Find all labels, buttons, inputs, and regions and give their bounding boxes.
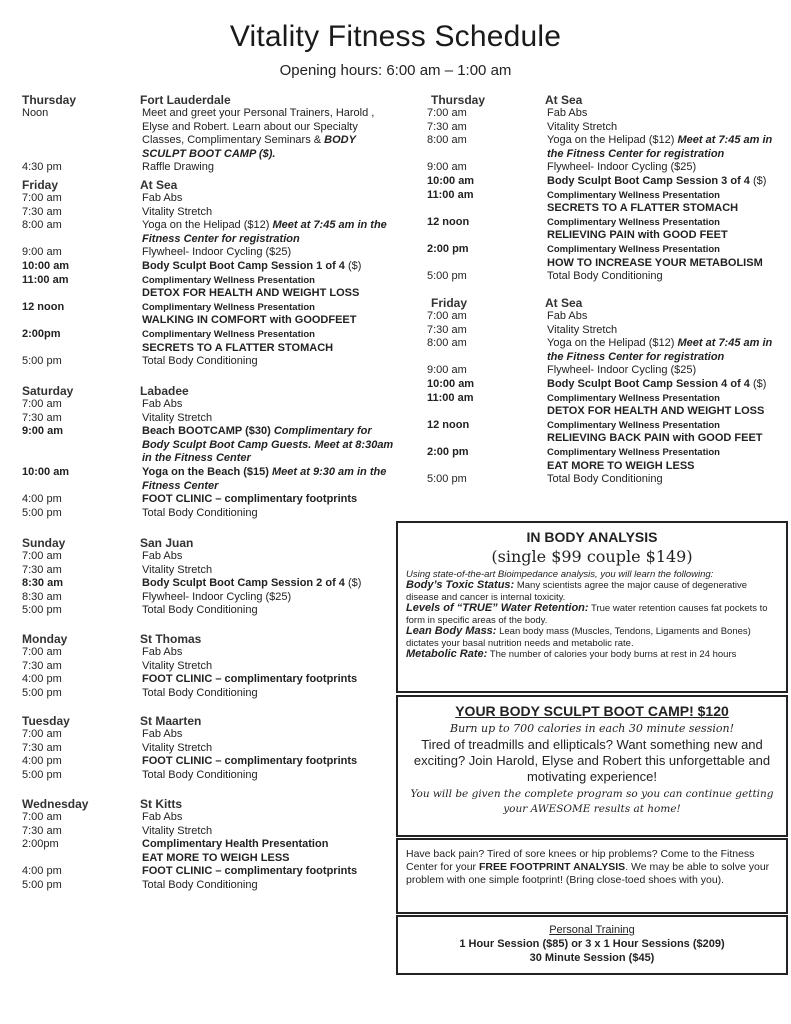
day-block: [22, 536, 402, 618]
schedule-activity: [142, 507, 402, 521]
schedule-row: [22, 879, 402, 893]
schedule-activity: [142, 865, 402, 879]
schedule-activity: [547, 243, 789, 270]
analysis-item: [406, 603, 778, 626]
presentation-title: DETOX FOR HEALTH AND WEIGHT LOSS: [547, 405, 765, 418]
schedule-time: 4:00 pm: [22, 755, 62, 768]
schedule-activity: [142, 466, 402, 493]
schedule-activity: [547, 392, 789, 419]
schedule-row: [22, 660, 402, 674]
schedule-time: 8:30 am: [22, 577, 63, 590]
schedule-row: [22, 742, 402, 756]
opening-hours: Opening hours: 6:00 am – 1:00 am: [279, 62, 512, 79]
schedule-row: [22, 865, 402, 879]
schedule-row: [22, 398, 402, 412]
activity-note: Meet at 7:45 am in the Fitness Center for registration: [547, 337, 773, 363]
schedule-time: 9:00 am: [22, 425, 63, 438]
schedule-time: 2:00pm: [22, 838, 59, 851]
schedule-time: 8:00 am: [22, 219, 62, 232]
schedule-row: [427, 270, 789, 284]
activity-text: Total Body Conditioning: [142, 878, 258, 891]
schedule-row: [22, 507, 402, 521]
activity-text: ($): [344, 259, 362, 272]
day-header: [22, 797, 402, 811]
presentation-title: HOW TO INCREASE YOUR METABOLISM: [547, 256, 763, 269]
day-header: [22, 384, 402, 398]
schedule-row: [22, 687, 402, 701]
activity-text: Flywheel- Indoor Cycling ($25): [547, 364, 697, 377]
schedule-activity: [142, 742, 402, 756]
day-location: St Thomas: [140, 632, 202, 646]
schedule-time: 9:00 am: [427, 364, 467, 377]
personal-training-heading: Personal Training: [549, 924, 635, 936]
schedule-activity: [547, 337, 789, 364]
schedule-time: 4:00 pm: [22, 673, 62, 686]
schedule-activity: [142, 493, 402, 507]
day-header: [22, 93, 402, 107]
schedule-row: [22, 755, 402, 769]
schedule-row: [427, 324, 789, 338]
activity-text: Yoga on the Helipad ($12): [142, 219, 273, 232]
analysis-text: Lean body mass (Muscles, Tendons, Ligaments and Bones) dictates your basal nutrition needs and metabolic rate.: [406, 626, 751, 649]
schedule-row: [22, 825, 402, 839]
day-header: [22, 632, 402, 646]
activity-text: Flywheel- Indoor Cycling ($25): [142, 590, 292, 603]
day-location: St Maarten: [140, 714, 202, 728]
schedule-row: [427, 310, 789, 324]
activity-text: Vitality Stretch: [142, 411, 213, 424]
footprint-text: Have back pain? Tired of sore knees or hip problems? Come to the Fitness Center for your: [406, 848, 755, 873]
schedule-time: 2:00 pm: [427, 445, 469, 458]
schedule-activity: [142, 412, 402, 426]
schedule-time: 12 noon: [427, 215, 470, 228]
schedule-activity: [547, 189, 789, 216]
schedule-time: 9:00 am: [22, 246, 62, 259]
schedule-time: 11:00 am: [427, 391, 474, 404]
schedule-activity: [142, 838, 402, 865]
schedule-time: 7:30 am: [22, 205, 62, 218]
day-block: [22, 797, 402, 893]
activity-strong: Complimentary Health Presentation: [142, 838, 329, 851]
activity-note: Meet at 7:45 am in the Fitness Center for registration: [547, 134, 773, 160]
schedule-activity: [142, 328, 402, 355]
schedule-time: 4:30 pm: [22, 161, 62, 174]
day-header: [22, 536, 402, 550]
activity-strong: Yoga on the Beach ($15): [142, 465, 272, 478]
schedule-activity: [142, 660, 402, 674]
schedule-time: 10:00 am: [427, 174, 475, 187]
presentation-label: Complimentary Wellness Presentation: [547, 446, 720, 458]
activity-text: Vitality Stretch: [547, 323, 618, 336]
day-name: Wednesday: [22, 797, 89, 811]
schedule-time: 5:00 pm: [427, 270, 467, 283]
day-name: Tuesday: [22, 714, 70, 728]
schedule-time: 8:00 am: [427, 337, 467, 350]
day-block: [427, 296, 789, 487]
schedule-time: 4:00 pm: [22, 865, 62, 878]
schedule-row: [427, 134, 789, 161]
schedule-activity: [142, 577, 402, 591]
in-body-analysis-box: [396, 521, 788, 693]
schedule-time: 2:00 pm: [427, 242, 469, 255]
activity-note: Meet at 9:30 am in the Fitness Center: [142, 465, 387, 492]
schedule-activity: [547, 216, 789, 243]
schedule-row: [22, 192, 402, 206]
schedule-activity: [142, 646, 402, 660]
schedule-row: [22, 591, 402, 605]
schedule-activity: [142, 673, 402, 687]
schedule-row: [22, 577, 402, 591]
analysis-item: [406, 580, 778, 603]
day-block: [22, 93, 402, 175]
presentation-label: Complimentary Wellness Presentation: [547, 419, 720, 431]
activity-text: Fab Abs: [142, 550, 183, 562]
day-block: [22, 714, 402, 782]
activity-text: Yoga on the Helipad ($12): [547, 134, 678, 147]
schedule-row: [22, 355, 402, 369]
schedule-activity: [547, 121, 789, 135]
activity-note: Meet at 7:45 am in the Fitness Center for registration: [142, 219, 387, 245]
in-body-analysis-heading: IN BODY ANALYSIS: [526, 529, 658, 545]
in-body-analysis-price: (single $99 couple $149): [491, 547, 693, 566]
schedule-activity: [142, 687, 402, 701]
presentation-title: SECRETS TO A FLATTER STOMACH: [547, 202, 739, 215]
analysis-label: Metabolic Rate:: [406, 648, 488, 660]
schedule-row: [22, 412, 402, 426]
schedule-time: 7:00 am: [22, 398, 62, 410]
schedule-row: [427, 392, 789, 419]
schedule-row: [427, 189, 789, 216]
schedule-activity: [142, 274, 402, 301]
personal-training-line1: 1 Hour Session ($85) or 3 x 1 Hour Sessions ($209): [459, 938, 725, 950]
activity-strong: Body Sculpt Boot Camp Session 3 of 4: [547, 174, 750, 187]
day-name: Saturday: [22, 384, 74, 398]
presentation-label: Complimentary Wellness Presentation: [547, 216, 720, 228]
schedule-row: [22, 604, 402, 618]
presentation-label: Complimentary Wellness Presentation: [142, 301, 315, 313]
schedule-activity: [142, 398, 402, 412]
boot-camp-box: [396, 695, 788, 837]
schedule-row: [427, 175, 789, 189]
schedule-activity: [142, 425, 402, 466]
activity-strong: Body Sculpt Boot Camp Session 4 of 4: [547, 377, 750, 390]
presentation-title: DETOX FOR HEALTH AND WEIGHT LOSS: [142, 287, 360, 300]
schedule-time: 7:30 am: [427, 323, 467, 336]
schedule-row: [427, 107, 789, 121]
activity-text: Fab Abs: [142, 192, 183, 204]
activity-text: Meet and greet your Personal Trainers, Harold , Elyse and Robert. Learn about our Specialty Classes, Complimentary Seminars &: [142, 107, 375, 147]
activity-text: ($): [749, 174, 767, 187]
schedule-time: 7:00 am: [22, 728, 62, 740]
schedule-row: [427, 364, 789, 378]
schedule-time: 7:30 am: [22, 741, 62, 754]
schedule-row: [22, 206, 402, 220]
activity-note: Complimentary for Body Sculpt Boot Camp Guests. Meet at 8:30am in the Fitness Center: [142, 425, 394, 465]
schedule-time: 10:00 am: [427, 377, 475, 390]
day-location: St Kitts: [140, 797, 182, 811]
schedule-activity: [547, 107, 789, 121]
schedule-time: 2:00pm: [22, 327, 61, 340]
schedule-row: [22, 274, 402, 301]
schedule-row: [22, 466, 402, 493]
schedule-activity: [142, 755, 402, 769]
personal-training-line2: 30 Minute Session ($45): [529, 952, 655, 964]
analysis-label: Body’s Toxic Status:: [406, 579, 515, 591]
activity-text: Vitality Stretch: [142, 741, 213, 754]
analysis-text: The number of calories your body burns at rest in 24 hours: [487, 649, 737, 660]
schedule-time: 7:30 am: [22, 411, 62, 424]
presentation-label: Complimentary Wellness Presentation: [142, 274, 315, 286]
schedule-row: [427, 446, 789, 473]
schedule-row: [22, 425, 402, 466]
activity-text: Total Body Conditioning: [142, 355, 258, 368]
presentation-title: EAT MORE TO WEIGH LESS: [547, 459, 695, 472]
schedule-time: 7:30 am: [22, 824, 62, 837]
schedule-activity: [142, 604, 402, 618]
schedule-activity: [142, 301, 402, 328]
schedule-row: [22, 838, 402, 865]
schedule-time: 8:30 am: [22, 590, 62, 603]
presentation-title: RELIEVING BACK PAIN with GOOD FEET: [547, 432, 763, 445]
in-body-analysis-intro: Using state-of-the-art Bioimpedance analysis, you will learn the following:: [406, 569, 714, 580]
schedule-activity: [547, 270, 789, 284]
activity-text: Fab Abs: [142, 646, 183, 658]
day-name: Thursday: [431, 93, 486, 107]
schedule-row: [427, 378, 789, 392]
activity-text: Vitality Stretch: [547, 120, 618, 133]
schedule-time: 5:00 pm: [22, 686, 62, 699]
day-block: [22, 178, 402, 369]
activity-strong: Body Sculpt Boot Camp Session 2 of 4: [142, 577, 345, 590]
schedule-row: [22, 646, 402, 660]
activity-text: Fab Abs: [547, 310, 588, 322]
activity-text: Fab Abs: [142, 728, 183, 740]
schedule-row: [22, 493, 402, 507]
schedule-activity: [547, 175, 789, 189]
presentation-label: Complimentary Wellness Presentation: [547, 243, 720, 255]
schedule-row: [22, 328, 402, 355]
activity-text: Flywheel- Indoor Cycling ($25): [547, 161, 697, 174]
schedule-activity: [142, 206, 402, 220]
footprint-text-end: . We may be able to solve your problem with one simple footprint! (Bring close-toed shoes with you).: [406, 861, 770, 886]
schedule-activity: [142, 728, 402, 742]
schedule-time: 11:00 am: [22, 273, 69, 286]
day-header: [22, 178, 402, 192]
activity-text: Total Body Conditioning: [142, 506, 258, 519]
schedule-activity: [142, 260, 402, 274]
boot-camp-body: Tired of treadmills and ellipticals? Want something new and exciting? Join Harold, Elyse and Robert this unforgettable and motivating experience!: [413, 737, 771, 784]
day-name: Thursday: [22, 93, 77, 107]
activity-text: Vitality Stretch: [142, 659, 213, 672]
schedule-row: [22, 301, 402, 328]
schedule-activity: [142, 192, 402, 206]
schedule-time: 4:00 pm: [22, 493, 62, 506]
schedule-activity: [142, 219, 402, 246]
activity-text: ($): [749, 377, 767, 390]
schedule-row: [22, 161, 402, 175]
boot-camp-heading: YOUR BODY SCULPT BOOT CAMP! $120: [455, 703, 729, 719]
activity-text: Total Body Conditioning: [142, 686, 258, 699]
schedule-activity: [142, 550, 402, 564]
boot-camp-closing: You will be given the complete program so you can continue getting your AWESOME results at home!: [410, 788, 774, 815]
schedule-time: 10:00 am: [22, 259, 70, 272]
schedule-time: 5:00 pm: [22, 506, 62, 519]
schedule-time: 11:00 am: [427, 188, 474, 201]
schedule-activity: [142, 246, 402, 260]
schedule-time: 12 noon: [22, 300, 65, 313]
day-name: Monday: [22, 632, 68, 646]
schedule-activity: [547, 364, 789, 378]
schedule-row: [22, 769, 402, 783]
activity-note: BODY SCULPT BOOT CAMP ($).: [142, 134, 356, 160]
activity-text: Raffle Drawing: [142, 161, 214, 174]
analysis-label: Levels of “TRUE” Water Retention:: [406, 602, 589, 614]
activity-text: Vitality Stretch: [142, 824, 213, 837]
schedule-row: [22, 107, 402, 161]
analysis-text: Many scientists agree the major cause of degenerative disease and cancer is internal toxicity.: [406, 580, 748, 603]
schedule-activity: [142, 564, 402, 578]
activity-text: Vitality Stretch: [142, 205, 213, 218]
activity-text: Yoga on the Helipad ($12): [547, 337, 678, 350]
schedule-time: 7:00 am: [22, 192, 62, 204]
schedule-activity: [142, 355, 402, 369]
day-header: [427, 93, 789, 107]
schedule-time: 7:30 am: [22, 563, 62, 576]
schedule-time: 5:00 pm: [22, 355, 62, 368]
activity-text: Vitality Stretch: [142, 563, 213, 576]
day-location: Fort Lauderdale: [140, 93, 231, 107]
schedule-time: 5:00 pm: [22, 878, 62, 891]
schedule-time: 5:00 pm: [22, 768, 62, 781]
activity-text: Flywheel- Indoor Cycling ($25): [142, 246, 292, 259]
schedule-activity: [547, 446, 789, 473]
schedule-time: Noon: [22, 107, 49, 119]
activity-text: Fab Abs: [142, 398, 183, 410]
schedule-row: [22, 728, 402, 742]
analysis-label: Lean Body Mass:: [406, 625, 497, 637]
activity-strong: FOOT CLINIC – complimentary footprints: [142, 755, 358, 768]
schedule-time: 7:00 am: [22, 811, 62, 823]
schedule-time: 7:00 am: [22, 646, 62, 658]
analysis-text: True water retention causes fat pockets to form in specific areas of the body.: [406, 603, 768, 626]
schedule-time: 8:00 am: [427, 134, 467, 147]
day-location: At Sea: [140, 178, 178, 192]
presentation-title: SECRETS TO A FLATTER STOMACH: [142, 341, 334, 354]
day-block: [22, 384, 402, 520]
activity-strong: Body Sculpt Boot Camp Session 1 of 4: [142, 259, 345, 272]
day-block: [427, 93, 789, 284]
schedule-activity: [142, 107, 402, 161]
schedule-time: 7:00 am: [22, 550, 62, 562]
page-title: Vitality Fitness Schedule: [229, 20, 562, 53]
schedule-time: 7:30 am: [427, 120, 467, 133]
schedule-activity: [142, 879, 402, 893]
schedule-time: 5:00 pm: [22, 604, 62, 617]
schedule-row: [427, 216, 789, 243]
schedule-activity: [547, 161, 789, 175]
schedule-activity: [142, 161, 402, 175]
schedule-activity: [142, 811, 402, 825]
day-location: At Sea: [545, 296, 583, 310]
schedule-activity: [547, 134, 789, 161]
activity-text: Total Body Conditioning: [142, 768, 258, 781]
schedule-row: [22, 219, 402, 246]
schedule-activity: [142, 591, 402, 605]
schedule-activity: [547, 419, 789, 446]
presentation-label: Complimentary Wellness Presentation: [142, 328, 315, 340]
analysis-item: [406, 649, 778, 661]
activity-strong: FOOT CLINIC – complimentary footprints: [142, 673, 358, 686]
day-location: At Sea: [545, 93, 583, 107]
schedule-activity: [547, 310, 789, 324]
schedule-time: 7:00 am: [427, 310, 467, 322]
activity-text: Total Body Conditioning: [547, 270, 663, 283]
personal-training-box: [396, 915, 788, 975]
day-location: San Juan: [140, 536, 194, 550]
schedule-row: [22, 246, 402, 260]
schedule-activity: [547, 378, 789, 392]
schedule-time: 5:00 pm: [427, 473, 467, 486]
footprint-box: [396, 838, 788, 914]
activity-text: Fab Abs: [547, 107, 588, 119]
day-header: [22, 714, 402, 728]
day-name: Friday: [22, 178, 59, 192]
schedule-row: [22, 673, 402, 687]
schedule-row: [427, 473, 789, 487]
schedule-activity: [142, 769, 402, 783]
activity-text: Fab Abs: [142, 811, 183, 823]
boot-camp-tagline: Burn up to 700 calories in each 30 minute session!: [450, 722, 734, 735]
schedule-activity: [547, 324, 789, 338]
activity-text: ($): [344, 577, 362, 590]
schedule-time: 10:00 am: [22, 465, 70, 478]
presentation-label: Complimentary Wellness Presentation: [547, 392, 720, 404]
day-name: Friday: [431, 296, 468, 310]
activity-text: Total Body Conditioning: [547, 473, 663, 486]
schedule-row: [22, 550, 402, 564]
day-location: Labadee: [140, 384, 189, 398]
schedule-row: [22, 564, 402, 578]
activity-strong: FOOT CLINIC – complimentary footprints: [142, 865, 358, 878]
presentation-label: Complimentary Wellness Presentation: [547, 189, 720, 201]
day-block: [22, 632, 402, 700]
activity-text: Total Body Conditioning: [142, 604, 258, 617]
schedule-row: [427, 337, 789, 364]
schedule-time: 7:30 am: [22, 659, 62, 672]
schedule-time: 12 noon: [427, 418, 470, 431]
activity-strong: Beach BOOTCAMP ($30): [142, 425, 274, 438]
schedule-row: [22, 811, 402, 825]
schedule-activity: [547, 473, 789, 487]
schedule-activity: [142, 825, 402, 839]
schedule-row: [427, 161, 789, 175]
schedule-row: [22, 260, 402, 274]
schedule-time: 7:00 am: [427, 107, 467, 119]
analysis-item: [406, 626, 778, 649]
schedule-time: 9:00 am: [427, 161, 467, 174]
presentation-title: WALKING IN COMFORT with GOODFEET: [142, 314, 357, 327]
presentation-title: EAT MORE TO WEIGH LESS: [142, 851, 290, 864]
schedule-row: [427, 121, 789, 135]
presentation-title: RELIEVING PAIN with GOOD FEET: [547, 229, 728, 242]
activity-strong: FOOT CLINIC – complimentary footprints: [142, 493, 358, 506]
schedule-row: [427, 243, 789, 270]
footprint-offer: FREE FOOTPRINT ANALYSIS: [478, 861, 626, 873]
day-name: Sunday: [22, 536, 66, 550]
day-header: [427, 296, 789, 310]
schedule-row: [427, 419, 789, 446]
